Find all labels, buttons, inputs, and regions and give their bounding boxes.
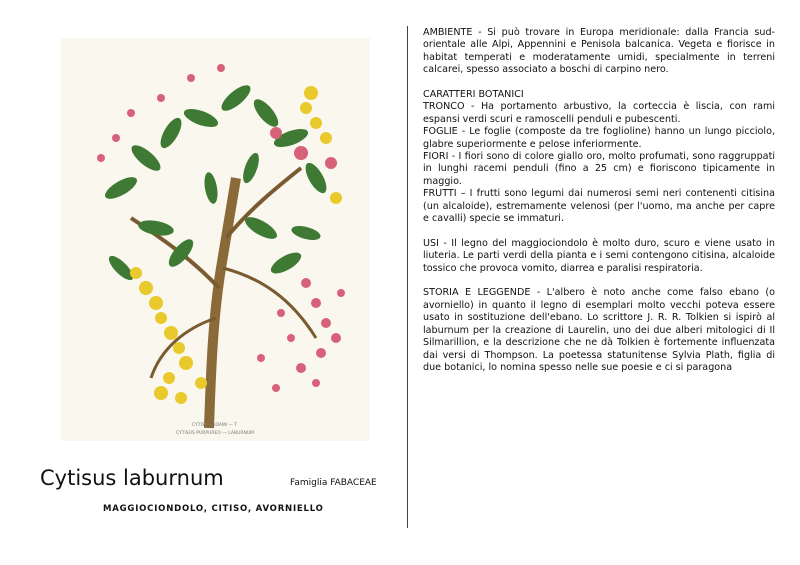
branch xyxy=(223,268,316,338)
plate-caption-2: CYTISUS PURPUREO — LABURNUM xyxy=(175,431,255,436)
species-title: Cytisus laburnum xyxy=(40,466,224,490)
ambiente-paragraph: AMBIENTE - Si può trovare in Europa meridionale: dalla Francia sud-orientale alle Alpi, Appennini e Penisola balcanica. Vegeta e fiorisce in habitat temperati e moderatamente umidi, specialmente in terreni calcarei, spesso associato a boschi di carpino nero. xyxy=(423,27,775,76)
foglie-paragraph: FOGLIE - Le foglie (composte da tre foglioline) hanno un lungo picciolo, glabre superiormente e pelose inferiormente. xyxy=(423,126,775,150)
plate-caption-1: CYTISUS ADAMI — T. xyxy=(191,423,239,428)
common-names: MAGGIOCIONDOLO, CITISO, AVORNIELLO xyxy=(103,504,324,514)
usi-paragraph: USI - Il legno del maggiociondolo è molto duro, scuro e viene usato in liuteria. Le parti verdi della pianta e i semi contengono citisina, alcaloide tossico che provoca vomito, diarrea e paralisi respiratoria. xyxy=(423,237,775,274)
column-divider xyxy=(407,26,408,528)
description-column xyxy=(423,27,775,374)
caratteri-heading: CARATTERI BOTANICI xyxy=(423,89,524,101)
storia-paragraph: STORIA E LEGGENDE - L'albero è noto anche come falso ebano (o avorniello) in quanto il legno di esemplari molto vecchi poteva essere usato in sostituzione dell'ebano. Lo scrittore J. R. R. Tolkien si ispirò al laburnum per la creazione di Laurelin, uno dei due alberi mitologici di Il Silmarillion, e la descrizione che ne dà Tolkien è fortemente influenzata dai versi di Thompson. La poetessa statunitense Sylvia Plath, figlia di due botanici, lo nomina spesso nelle sue poesie e ci si paragona xyxy=(423,287,775,373)
fiori-paragraph: FIORI - I fiori sono di colore giallo oro, molto profumati, sono raggruppati in lunghi racemi penduli (fino a 25 cm) e fioriscono tipicamente in maggio. xyxy=(423,151,775,187)
tronco-paragraph: TRONCO - Ha portamento arbustivo, la corteccia è liscia, con rami espansi verdi scuri e ramoscelli penduli e pubescenti. xyxy=(423,101,775,125)
frutti-paragraph: FRUTTI – I frutti sono legumi dai numerosi semi neri contenenti citisina (un alcaloide), estremamente velenosi (per l'uomo, ma anche per capre e cavalli) specie se immaturi. xyxy=(423,188,775,225)
botanical-illustration xyxy=(61,38,370,441)
plant-drawing xyxy=(61,38,370,441)
family-label: Famiglia FABACEAE xyxy=(290,478,377,488)
trunk xyxy=(209,178,236,428)
leaves xyxy=(102,81,331,283)
